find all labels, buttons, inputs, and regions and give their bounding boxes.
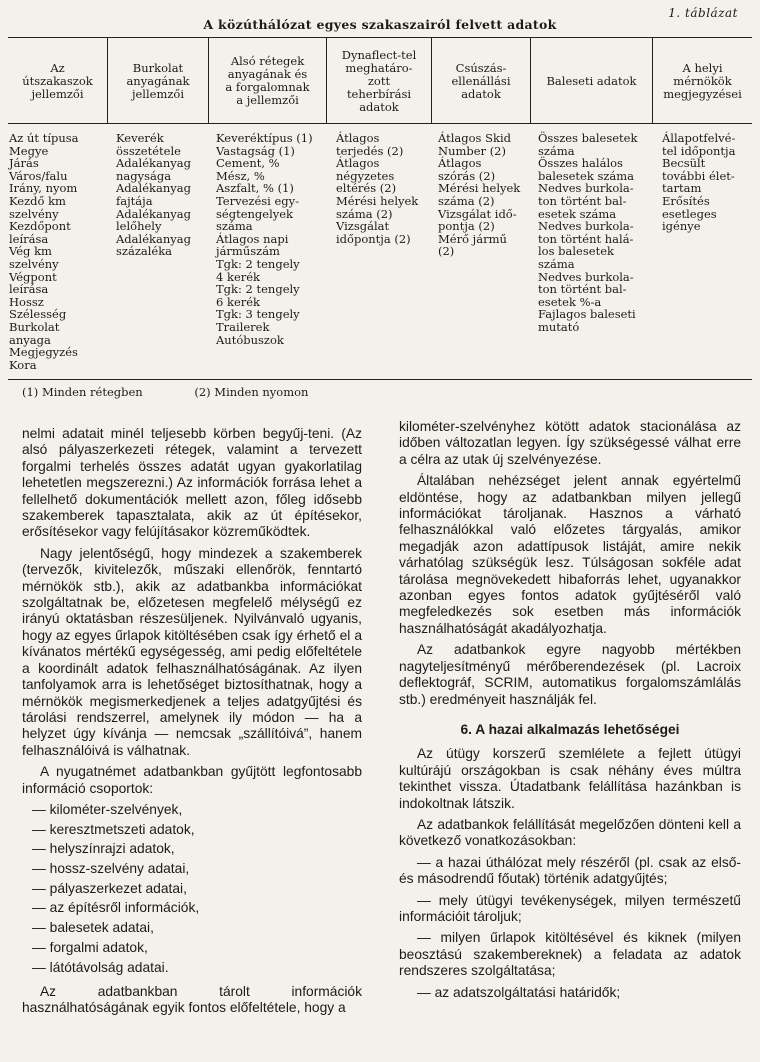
table-title: A közúthálózat egyes szakaszairól felvett adatok [203,17,557,32]
left-text-column [22,426,362,1022]
paragraph: — az adatszolgáltatási határidők; [416,984,621,1000]
list-item: — pályaszerkezet adatai, [22,881,362,897]
table-header-cell: Dynaflect-tel meghatáro- zott teherbírási adatok [341,47,417,114]
table-cell-lower-layers-traffic: Keveréktípus (1) Vastagság (1) Cement, % Mész, % Aszfalt, % (1) Tervezési egy- ségtengelyek száma Átlagos napi járműszám Tgk: 2 tengely 4 kerék Tgk: 2 tengely 6 kerék Tgk: 3 tengely Trailerek Autóbuszok [216,131,313,347]
paragraph: — mely útügyi tevékenységek, milyen természetű információit tároljuk; [399,892,741,924]
paragraph: nelmi adatait minél teljesebb körben begyűj-teni. (Az alsó pályaszerkezeti rétegek, valamint a tervezett forgalmi terhelés összes adatát ugyan gyakorlatilag lehetetlen megszerezni.) Az információk forrása lehet a fellelhető dokumentációk mellett azon, főleg idősebb szakemberek tapasztalata, akik az út építésekor, erősítésekor vagy felújításakor közreműködtek. [22,426,362,540]
table-header-cell: Az útszakaszok jellemzői [22,60,93,101]
list-item: — hossz-szelvény adatai, [22,861,362,877]
list-item: — forgalmi adatok, [22,940,362,956]
table-cell-accident-data: Összes balesetek száma Összes halálos balesetek száma Nedves burkola- ton történt bal- esetek száma Nedves burkola- ton történt halá- los balesetek száma Nedves burkola- ton történt bal- esetek %-a Fajlagos baleseti mutató [538,131,638,334]
table-cell-road-section: Az út típusa Megye Járás Város/falu Irány, nyom Kezdő km szelvény Kezdőpont leírása Vég km szelvény Végpont leírása Hossz Szélesség Burkolat anyaga Megjegyzés Kora [9,131,79,372]
list-item: — kilométer-szelvények, [22,802,362,818]
right-text-column [399,419,741,1006]
table-cell-skid-resistance: Átlagos Skid Number (2) Átlagos szórás (2) Mérési helyek száma (2) Vizsgálat idő- pontja (2) Mérő jármű (2) [438,131,521,259]
paragraph: Nagy jelentőségű, hogy mindezek a szakemberek (tervezők, kivitelezők, műszaki ellenőrök, fenntartó mérnökök stb.), akik az adatbankba információkat szolgáltatnak be, előzetesen megfelelő mélységű ez irányú oktatásban részesüljenek. Nyilvánvaló ugyanis, hogy az egyes űrlapok kitöltésében csak így érhető el a kívánatos mértékű egységesség, ami pedig előfeltétele a koordinált adatok felhasználhatóságának. Az ilyen tanfolyamok arra is lehetőséget biztosíthatnak, hogy a mérnökök megismerkedjenek a teljes adatgyűjtési és tárolási rendszerrel, amelynek ily módon — ha a helyzet úgy kívánja — nemcsak „szállítóivá”, hanem felhasználóivá is válhatnak. [22,545,362,758]
footnote-1: (1) Minden rétegben [22,385,143,399]
list-item: — keresztmetszeti adatok, [22,822,362,838]
paragraph: — milyen űrlapok kitöltésével és kiknek (milyen beosztású szakembereknek) a feladata az adatok rendszeres szolgáltatása; [399,930,741,979]
paragraph: A nyugatnémet adatbankban gyűjtött legfontosabb információ csoportok: [22,764,362,796]
list-item: — balesetek adatai, [22,920,362,936]
table-footnotes [22,385,356,399]
list-item: — látótávolság adatai. [22,960,362,976]
table-header-cell: Baleseti adatok [546,73,637,88]
table-header-cell: A helyi mérnökök megjegyzései [663,60,742,101]
table-top-rule [8,37,752,38]
table-header-rule [8,123,752,124]
table-header-cell: Burkolat anyagának jellemzői [126,60,190,101]
list-item: — helyszínrajzi adatok, [22,841,362,857]
paragraph: Az adatbankok egyre nagyobb mértékben nagyteljesítményű mérőberendezések (pl. Lacroix deflektográf, SCRIM, automatikus forgalomszámlálás stb.) eredményeit használják fel. [399,642,741,707]
list-item: — az építésről információk, [22,900,362,916]
table-bottom-rule [8,379,752,380]
paragraph: — a hazai úthálózat mely részéről (pl. csak az első- és másodrendű főutak) történik adatgyűjtés; [399,854,741,887]
paragraph: Az adatbankok felállítását megelőzően dönteni kell a következő vonatkozásokban: [399,816,741,849]
table-number: 1. táblázat [668,6,738,20]
table-cell-dynaflect: Átlagos terjedés (2) Átlagos négyzetes eltérés (2) Mérési helyek száma (2) Vizsgálat időpontja (2) [336,131,419,246]
table-cell-surface-material: Keverék összetétele Adalékanyag nagysága Adalékanyag fajtája Adalékanyag lelőhely Adalékanyag százaléka [116,131,191,259]
table-cell-engineer-notes: Állapotfelvé- tel időpontja Becsült további élet- tartam Erősítés esetleges igénye [662,131,736,234]
table-header-cell: Csúszás- ellenállási adatok [451,60,511,101]
table-header-cell: Alsó rétegek anyagának és a forgalomnak a jellemzői [225,54,310,107]
footnote-2: (2) Minden nyomon [194,385,309,399]
information-group-list [22,802,362,976]
paragraph: kilométer-szelvényhez kötött adatok stacionálása az időben változatlan legyen. Így szükségessé válhat erre a célra az utak új szelvényezése. [399,419,741,467]
section-heading: 6. A hazai alkalmazás lehetőségei [460,721,680,737]
paragraph: Az adatbankban tárolt információk használhatóságának egyik fontos előfeltétele, hogy a [22,983,362,1016]
paragraph: Az útügy korszerű szemlélete a fejlett útügyi kultúrájú országokban is csak néhány éves múltra tekinthet vissza. Útadatbank felállítása hazánkban is indokoltnak látszik. [399,746,741,811]
paragraph: Általában nehézséget jelent annak egyértelmű eldöntése, hogy az adatbankban milyen jellegű információkat tároljanak. Hasznos a várható felhasználókkal való előzetes tárgyalás, amikor megadják azon adattípusok listáját, amire nekik várhatólag szükségük lesz. Túlságosan sokféle adat tárolása megnövekedett hibaforrás lehet, ugyanakkor azonban egyes fontos adatok gyűjtéséről való megfeledkezés sok esetben más információk használhatóságát akadályozhatja. [399,473,741,636]
